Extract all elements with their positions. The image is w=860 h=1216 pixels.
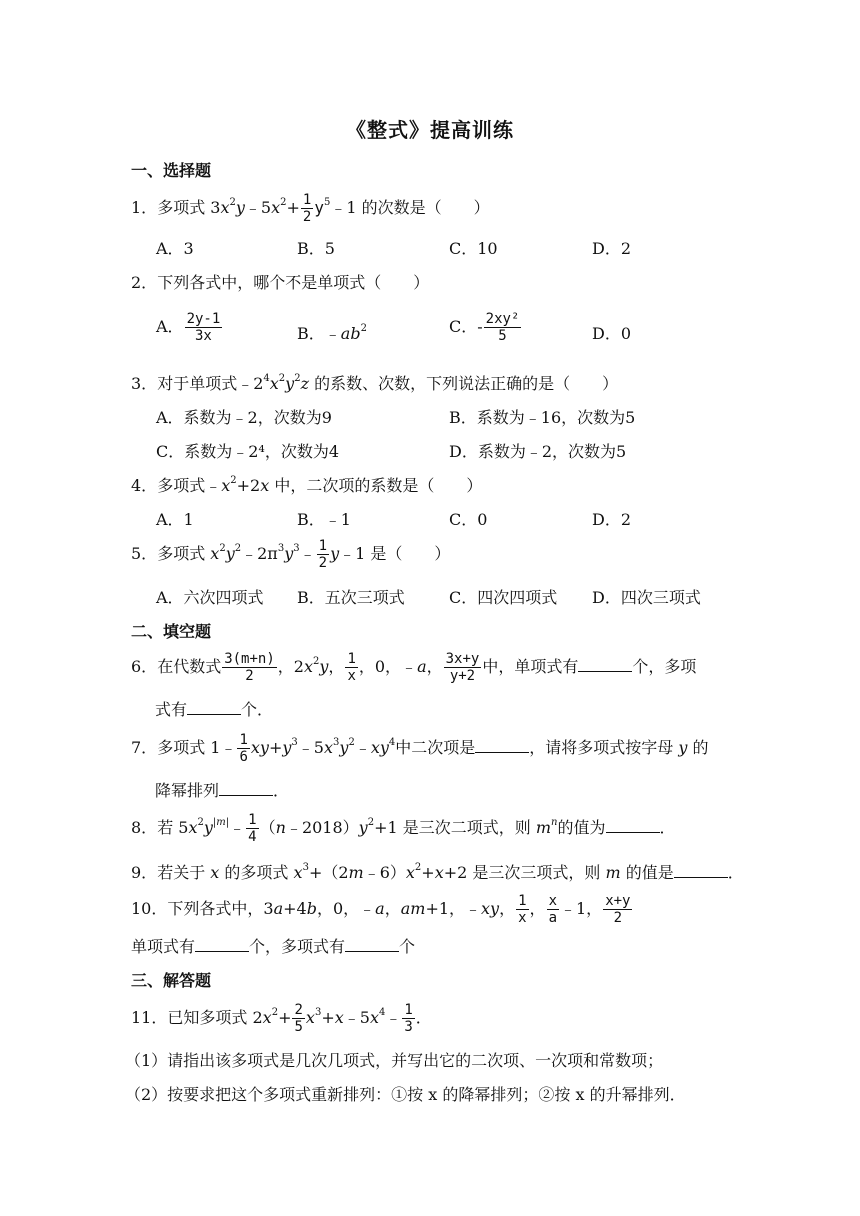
- question-text-mid: 中二次项是: [395, 738, 476, 757]
- answer-blank[interactable]: [578, 657, 632, 672]
- answer-blank[interactable]: [475, 738, 529, 753]
- question-text: 多项式 3: [157, 198, 221, 217]
- question-text-mid: 中，单项式有: [482, 657, 579, 676]
- option-c[interactable]: C．系数为﹣2⁴，次数为4: [156, 442, 340, 461]
- option-d[interactable]: D．系数为﹣2，次数为5: [449, 442, 627, 461]
- answer-blank[interactable]: [606, 818, 660, 833]
- option-d[interactable]: D．2: [592, 239, 632, 258]
- option-b[interactable]: B．5: [297, 239, 335, 258]
- question-text-end: 的: [692, 738, 709, 757]
- question-7: 7．多项式 1﹣ $\frac{1}{6}$ $xy+y^3﹣5x^3y^2﹣xy^4$中二次项是 ，请将多项式按字母 y 的: [131, 732, 709, 765]
- option-a[interactable]: A． $\frac{2y-1}{3x}$: [156, 311, 221, 344]
- question-text: 是（ ）: [370, 544, 451, 563]
- option-b[interactable]: B．$﹣ab^2$: [297, 322, 367, 343]
- option-a[interactable]: A．3: [156, 239, 194, 258]
- question-text: ，请将多项式按字母: [529, 738, 674, 757]
- question-text: 式有: [155, 700, 188, 719]
- question-text-mid2: 是三次三项式，则: [472, 863, 601, 882]
- question-10: 10．下列各式中，3a+4b，0，﹣a，am+1，﹣xy， $\frac{1}{x}$ ， $\frac{x}{a}$ ﹣1， $\frac{x+y}{2}$: [131, 893, 631, 926]
- question-text-end: 的系数、次数，下列说法正确的是（ ）: [314, 374, 619, 393]
- question-text: 已知多项式: [167, 1008, 248, 1027]
- question-number: 1．: [131, 198, 158, 217]
- option-c[interactable]: C．四次四项式: [449, 588, 558, 607]
- question-11: 11．已知多项式 $2x^2+$ $\frac{2}{5}$ $x^3+x﹣5x^4﹣$ $\frac{1}{3}$ ．: [131, 1002, 432, 1035]
- question-text: 若 5: [157, 818, 189, 837]
- question-3: 3．对于单项式$﹣2^4x^2y^2z$ 的系数、次数，下列说法正确的是（ ）: [131, 372, 619, 393]
- option-a[interactable]: A．1: [156, 510, 194, 529]
- question-number: 9．: [131, 863, 158, 882]
- question-text-mid: 的多项式: [224, 863, 289, 882]
- question-text-end: 的次数是（ ）: [361, 198, 490, 217]
- question-number: 11．: [131, 1008, 168, 1027]
- question-text-end: 个．: [241, 700, 274, 719]
- option-b[interactable]: B．﹣1: [297, 510, 351, 529]
- question-text: 中，二次项的系数是（ ）: [274, 476, 483, 495]
- question-text-end: 个: [399, 937, 416, 956]
- option-c[interactable]: C．10: [449, 239, 498, 258]
- question-text: 下列各式中，哪个不是单项式（ ）: [157, 273, 430, 292]
- question-number: 5．: [131, 544, 158, 563]
- question-11-part-1: （1）请指出该多项式是几次几项式，并写出它的二次项、一次项和常数项；: [125, 1051, 664, 1070]
- section-heading-choice: 一、选择题: [131, 161, 212, 180]
- answer-blank[interactable]: [219, 781, 273, 796]
- question-8: 8．若 $5x^2y^{|m|}﹣$ $\frac{1}{4}$ $(n﹣2018)y^2+1$ 是三次二项式，则 $m^n$的值为 ．: [131, 812, 676, 845]
- question-6-line-2: [155, 697, 273, 720]
- option-d[interactable]: D．四次三项式: [592, 588, 701, 607]
- answer-blank[interactable]: [674, 863, 728, 878]
- question-text-mid: 是三次二项式，则: [402, 818, 531, 837]
- question-text: 若关于: [157, 863, 206, 882]
- fraction: $\frac{1}{2}$: [302, 192, 312, 225]
- question-text: 下列各式中，: [167, 899, 264, 918]
- option-a[interactable]: A．六次四项式: [156, 588, 264, 607]
- page-title: 《整式》提高训练: [346, 118, 514, 142]
- question-number: 10．: [131, 899, 168, 918]
- question-10-line-2: [131, 934, 415, 957]
- option-d[interactable]: D．0: [592, 324, 632, 343]
- question-text-end: 的值为: [557, 818, 606, 837]
- question-text: 单项式有: [131, 937, 196, 956]
- question-text-end: 个，多项: [632, 657, 697, 676]
- question-9: 9．若关于 x 的多项式 $x^3+(2m﹣6)x^2+x+2$ 是三次三项式，则 m 的值是 ．: [131, 861, 744, 882]
- option-d[interactable]: D．2: [592, 510, 632, 529]
- question-number: 7．: [131, 738, 158, 757]
- section-heading-solve: 三、解答题: [131, 971, 212, 990]
- question-5: 5．多项式 $x^2y^2﹣2\pi^3y^3﹣$ $\frac{1}{2}$ y﹣1 是（ ）: [131, 538, 451, 571]
- option-b[interactable]: B．五次三项式: [297, 588, 405, 607]
- question-6: 6．在代数式 $\frac{3(m+n)}{2}$ ，$2x^2y$， $\frac{1}{x}$ ，0，﹣a， $\frac{3x+y}{y+2}$ 中，单项式有 个，多项: [131, 651, 697, 684]
- answer-blank[interactable]: [195, 937, 249, 952]
- question-11-part-2: （2）按要求把这个多项式重新排列：①按 x 的降幂排列；②按 x 的升幂排列．: [125, 1085, 686, 1104]
- question-number: 4．: [131, 476, 158, 495]
- option-b[interactable]: B．系数为﹣16，次数为5: [449, 408, 636, 427]
- question-2: [131, 270, 429, 293]
- answer-blank[interactable]: [187, 700, 241, 715]
- question-7-line-2: 降幂排列 ．: [155, 781, 290, 800]
- question-1: 1．多项式 $3x^2y﹣5x^2+$ $\frac{1}{2}$ $y^5﹣1$ 的次数是（ ）: [131, 192, 490, 225]
- question-4: 4．多项式$﹣x^2+2x$ 中，二次项的系数是（ ）: [131, 474, 483, 495]
- question-text: 对于单项式﹣2: [157, 374, 264, 393]
- answer-blank[interactable]: [345, 937, 399, 952]
- question-number: 2．: [131, 273, 158, 292]
- question-number: 8．: [131, 818, 158, 837]
- question-text: 在代数式: [157, 657, 222, 676]
- option-c[interactable]: C．0: [449, 510, 488, 529]
- question-number: 6．: [131, 657, 158, 676]
- option-a[interactable]: A．系数为﹣2，次数为9: [156, 408, 332, 427]
- question-text: 降幂排列: [155, 781, 220, 800]
- question-number: 3．: [131, 374, 158, 393]
- question-text-mid: 个，多项式有: [249, 937, 346, 956]
- section-heading-fill: 二、填空题: [131, 622, 212, 641]
- option-c[interactable]: C．- $\frac{\text{2xy²}}{5}$: [449, 311, 520, 344]
- question-text-end: 的值是: [625, 863, 674, 882]
